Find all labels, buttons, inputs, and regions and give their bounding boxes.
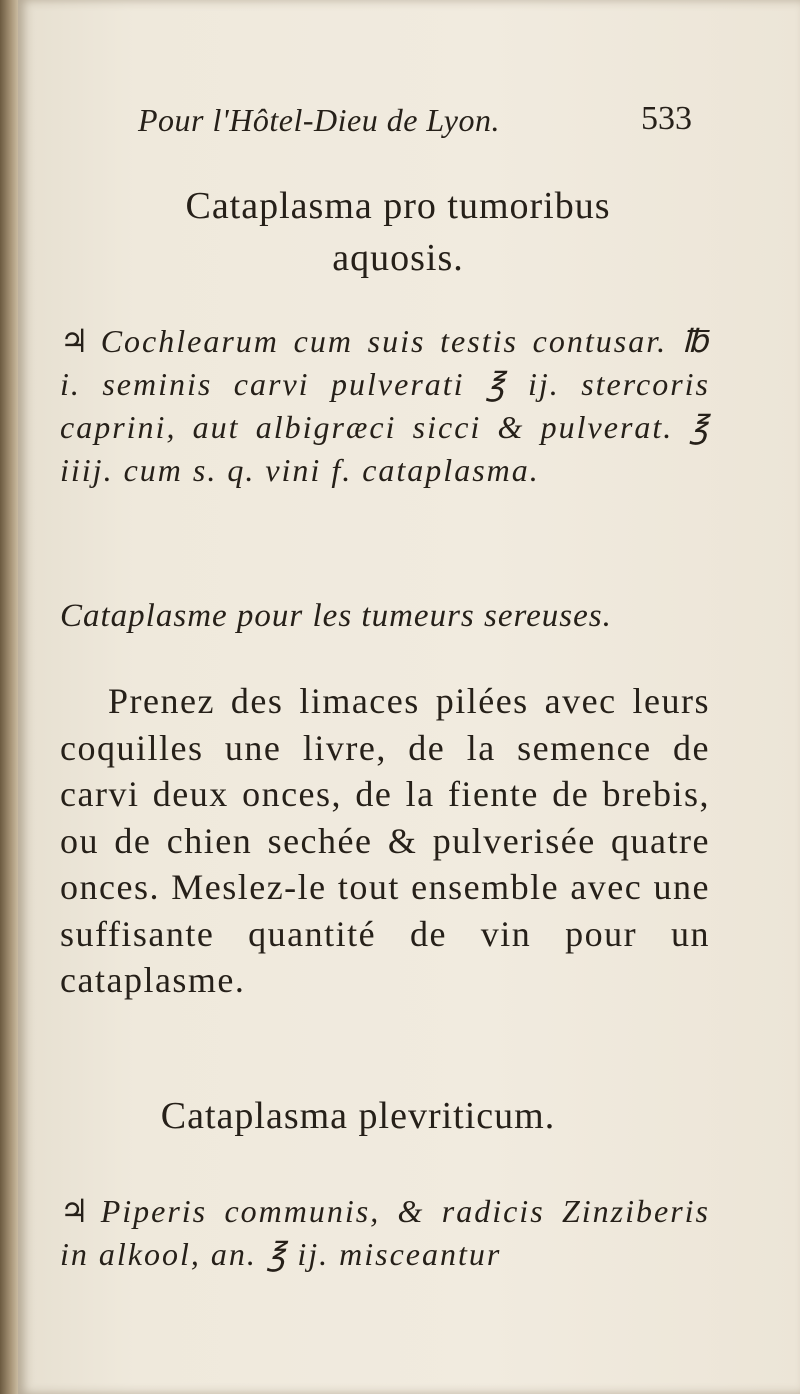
section-heading-2: Cataplasme pour les tumeurs sereuses. — [60, 598, 612, 634]
section-heading-3: Cataplasma plevriticum. — [160, 1095, 556, 1137]
recipe-text: Piperis communis, & radicis Zinziberis in alkool, an. ℥ ij. misceantur — [60, 1193, 710, 1272]
page-header — [138, 96, 698, 144]
running-title: Pour l'Hôtel-Dieu de Lyon. — [138, 102, 500, 138]
book-page — [18, 0, 800, 1394]
latin-recipe-1 — [60, 320, 710, 492]
latin-recipe-2 — [60, 1190, 710, 1276]
book-gutter — [0, 0, 18, 1394]
recipe-mark-icon: ♃ — [60, 1193, 91, 1229]
section-heading-1: Cataplasma pro tumoribus aquosis. — [185, 185, 611, 279]
page-number: 533 — [641, 100, 692, 137]
recipe-text: Cochlearum cum suis testis contusar. ℔ i. seminis carvi pulverati ℥ ij. stercoris caprini, aut albigræci sicci & pulverat. ℥ iiij. cum s. q. vini f. cataplasma. — [60, 323, 710, 488]
french-paragraph: Prenez des limaces pilées avec leurs coquilles une livre, de la semence de carvi deux onces, de la fiente de brebis, ou de chien sechée & pulverisée quatre onces. Meslez-le tout ensemble avec une suffisante quantité de vin pour un cataplasme. — [60, 681, 710, 1000]
recipe-mark-icon: ♃ — [60, 323, 91, 359]
